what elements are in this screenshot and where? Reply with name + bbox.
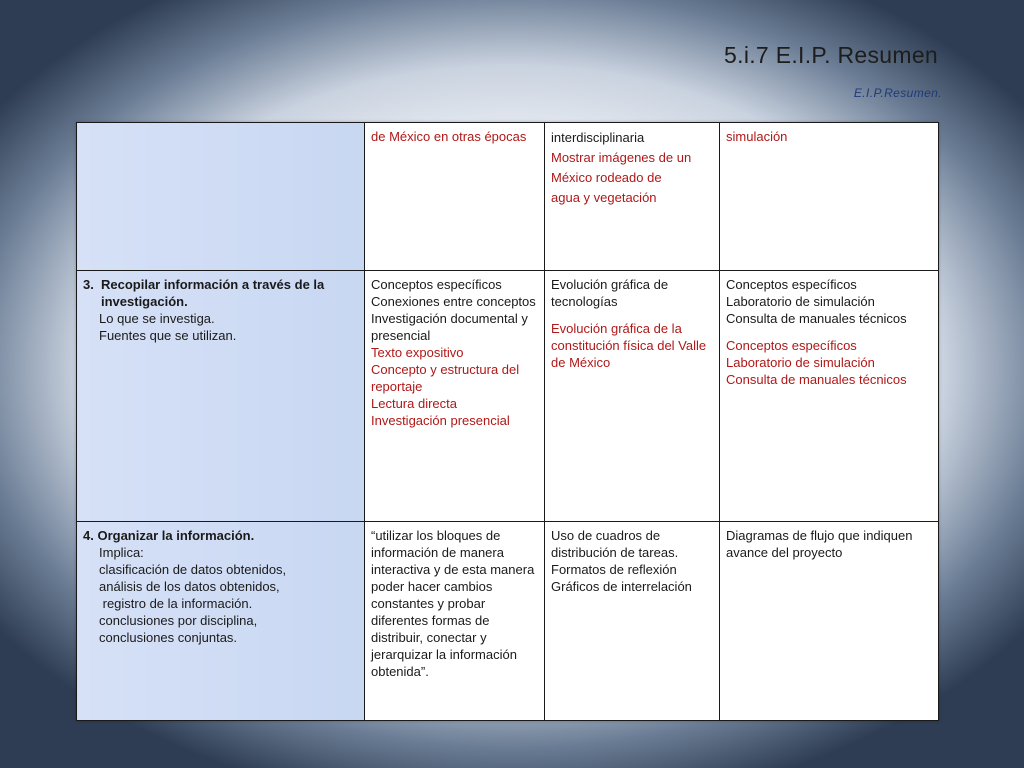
eip-table [76, 122, 939, 721]
row2-col2-line: Investigación documental y presencial [371, 311, 528, 343]
row2-col3-red-text: Evolución gráfica de la constitución física del Valle de México [551, 321, 707, 370]
row2-col4-cell [720, 271, 939, 522]
row3-col1-line: conclusiones conjuntas. [99, 630, 238, 645]
row3-col1-line: análisis de los datos obtenidos, [99, 579, 280, 594]
row2-heading-cont: investigación. [101, 294, 188, 309]
row2-col4-line: Conceptos específicos [726, 277, 857, 292]
row2-col4-line: Consulta de manuales técnicos [726, 311, 907, 326]
row2-col3-text: Evolución gráfica de tecnologías [551, 277, 669, 309]
row2-col1-line: Lo que se investiga. [99, 311, 215, 326]
table-row [77, 123, 939, 271]
table-row [77, 522, 939, 721]
row3-col4-cell [720, 522, 939, 721]
slide-title: 5.i.7 E.I.P. Resumen [724, 42, 938, 68]
row2-col1-line: Fuentes que se utilizan. [99, 328, 237, 343]
row3-col1-line: registro de la información. [99, 596, 253, 611]
row2-col2-cell [365, 271, 545, 522]
row1-col2-cell [365, 123, 545, 271]
row2-col4-line: Laboratorio de simulación [726, 294, 875, 309]
row1-col1-cell [77, 123, 365, 271]
row3-col3-cell [545, 522, 720, 721]
row2-col2-red-line: Investigación presencial [371, 413, 510, 428]
row3-col3-line: Uso de cuadros de distribución de tareas. [551, 528, 679, 560]
row2-col3-cell [545, 271, 720, 522]
row1-col3-red-line: México rodeado de [551, 170, 662, 185]
row2-col2-line: Conceptos específicos [371, 277, 502, 292]
row3-col2-text: “utilizar los bloques de información de manera interactiva y de esta manera poder hacer cambios constantes y probar diferentes formas de distribuir, conectar y jerarquizar la información obtenida”. [371, 528, 535, 679]
row3-col1-line: clasificación de datos obtenidos, [99, 562, 287, 577]
table-row [77, 271, 939, 522]
row2-col2-red-line: Lectura directa [371, 396, 457, 411]
row1-col2-text: de México en otras épocas [371, 129, 527, 144]
row1-col3-red-line: Mostrar imágenes de un [551, 150, 692, 165]
row3-col3-line: Gráficos de interrelación [551, 579, 692, 594]
row2-col4-red-line: Consulta de manuales técnicos [726, 372, 907, 387]
row3-col1-line: Implica: [99, 545, 144, 560]
row3-heading: 4. Organizar la información. [83, 528, 255, 543]
row3-col2-cell [365, 522, 545, 721]
row2-col4-red-line: Conceptos específicos [726, 338, 857, 353]
row3-col4-text: Diagramas de flujo que indiquen avance del proyecto [726, 528, 913, 560]
row2-col2-red-line: Texto expositivo [371, 345, 464, 360]
slide-subtitle: E.I.P.Resumen. [853, 86, 942, 100]
row1-col4-text: simulación [726, 129, 788, 144]
row3-col1-cell [77, 522, 365, 721]
row3-col1-line: conclusiones por disciplina, [99, 613, 258, 628]
row2-col2-line: Conexiones entre conceptos [371, 294, 536, 309]
row1-col4-cell [720, 123, 939, 271]
row2-col4-red-line: Laboratorio de simulación [726, 355, 875, 370]
row2-heading: Recopilar información a través de la [101, 277, 325, 292]
row1-col3-red-line: agua y vegetación [551, 190, 657, 205]
row2-col2-red-line: Concepto y estructura del reportaje [371, 362, 520, 394]
row3-col3-line: Formatos de reflexión [551, 562, 677, 577]
row2-col1-cell [77, 271, 365, 522]
row1-col3-cell [545, 123, 720, 271]
row1-col3-text: interdisciplinaria [551, 130, 645, 145]
row2-heading-number: 3. [83, 277, 94, 292]
